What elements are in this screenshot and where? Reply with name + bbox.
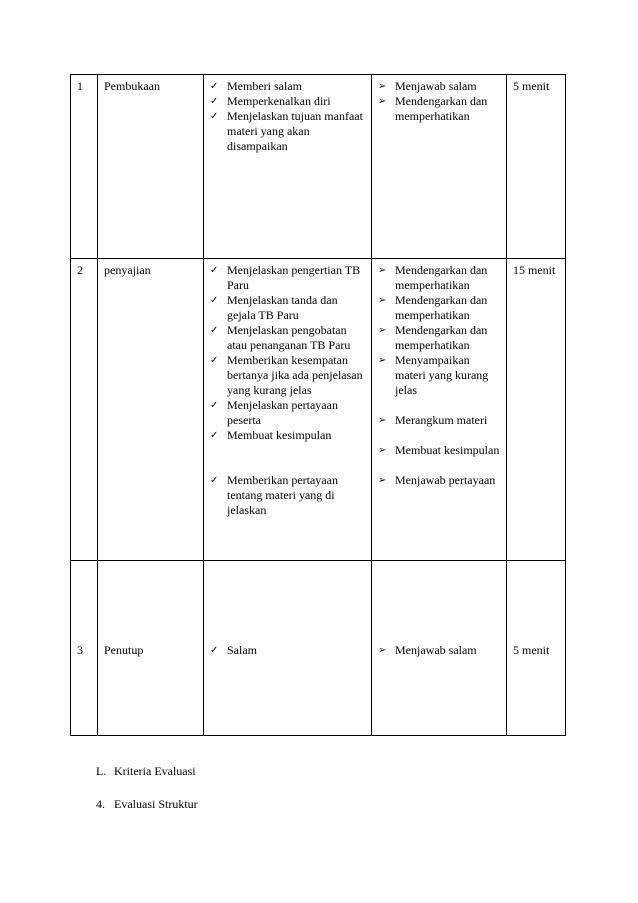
arrow-bullet-icon: ➢ — [378, 445, 387, 456]
list-item: ➢ Mendengarkan dan memperhatikan — [378, 94, 488, 123]
row-number: 2 — [71, 259, 98, 561]
list-item: ✓ Menjelaskan pertayaan peserta — [210, 398, 338, 427]
arrow-bullet-icon: ➢ — [378, 644, 387, 656]
check-icon: ✓ — [210, 111, 219, 122]
arrow-bullet-icon: ➢ — [378, 265, 387, 276]
check-icon: ✓ — [210, 96, 219, 107]
list-item: ➢ Mendengarkan dan memperhatikan — [378, 323, 488, 352]
activity-table — [70, 74, 566, 736]
stage-name: Pembukaan — [98, 75, 204, 259]
arrow-bullet-icon: ➢ — [378, 96, 387, 107]
audience-activities — [372, 259, 507, 561]
list-item: ➢ Menjawab salam — [378, 642, 477, 657]
duration: 5 menit — [507, 75, 566, 259]
duration: 15 menit — [507, 259, 566, 561]
section-heading-structure — [96, 797, 198, 812]
list-item: ✓ Menjelaskan tanda dan gejala TB Paru — [210, 293, 338, 322]
list-item: ✓ Menjelaskan pengertian TB Paru — [210, 263, 361, 292]
check-icon: ✓ — [210, 430, 219, 441]
list-item: ✓ Memberikan kesempatan bertanya jika ada penjelasan yang kurang jelas — [210, 353, 363, 397]
speaker-activities — [204, 75, 372, 259]
table-row — [71, 259, 566, 561]
list-item: ➢ Membuat kesimpulan — [378, 443, 500, 457]
check-icon: ✓ — [210, 295, 219, 306]
section-title: Kriteria Evaluasi — [114, 764, 196, 778]
list-item: ➢ Menyampaikan materi yang kurang jelas — [378, 353, 489, 397]
check-icon: ✓ — [210, 325, 219, 336]
row-number: 1 — [71, 75, 98, 259]
list-item: ✓ Memperkenalkan diri — [210, 94, 331, 108]
stage-name: Penutup — [98, 561, 204, 736]
table-row — [71, 75, 566, 259]
arrow-bullet-icon: ➢ — [378, 355, 387, 366]
list-item: ➢ Menjawab salam — [378, 79, 477, 93]
audience-activities — [372, 75, 507, 259]
row-number: 3 — [71, 561, 98, 736]
arrow-bullet-icon: ➢ — [378, 475, 387, 486]
check-icon: ✓ — [210, 475, 219, 486]
list-item: ✓ Memberi salam — [210, 79, 302, 93]
list-item: ✓ Memberikan pertayaan tentang materi yang di jelaskan — [210, 473, 338, 517]
section-number: L. — [96, 764, 107, 778]
speaker-activities — [204, 259, 372, 561]
arrow-bullet-icon: ➢ — [378, 295, 387, 306]
check-icon: ✓ — [210, 400, 219, 411]
duration: 5 menit — [507, 561, 566, 736]
arrow-bullet-icon: ➢ — [378, 415, 387, 426]
list-item: ✓ Menjelaskan tujuan manfaat materi yang akan disampaikan — [210, 109, 363, 153]
stage-name: penyajian — [98, 259, 204, 561]
audience-activities — [372, 561, 507, 736]
section-number: 4. — [96, 797, 105, 811]
list-item: ➢ Mendengarkan dan memperhatikan — [378, 293, 488, 322]
arrow-bullet-icon: ➢ — [378, 81, 387, 92]
list-item: ➢ Merangkum materi — [378, 413, 488, 427]
check-icon: ✓ — [210, 81, 219, 92]
list-item: ✓ Menjelaskan pengobatan atau penanganan TB Paru — [210, 323, 351, 352]
section-heading-criteria — [96, 764, 196, 779]
section-title: Evaluasi Struktur — [114, 797, 198, 811]
list-item: ✓ Membuat kesimpulan — [210, 428, 332, 442]
list-item: ➢ Mendengarkan dan memperhatikan — [378, 263, 488, 292]
list-item: ➢ Menjawab pertayaan — [378, 473, 496, 487]
table-row — [71, 561, 566, 736]
check-icon: ✓ — [210, 265, 219, 276]
check-icon: ✓ — [210, 644, 219, 656]
check-icon: ✓ — [210, 355, 219, 366]
arrow-bullet-icon: ➢ — [378, 325, 387, 336]
speaker-activities — [204, 561, 372, 736]
list-item: ✓ Salam — [210, 642, 257, 657]
